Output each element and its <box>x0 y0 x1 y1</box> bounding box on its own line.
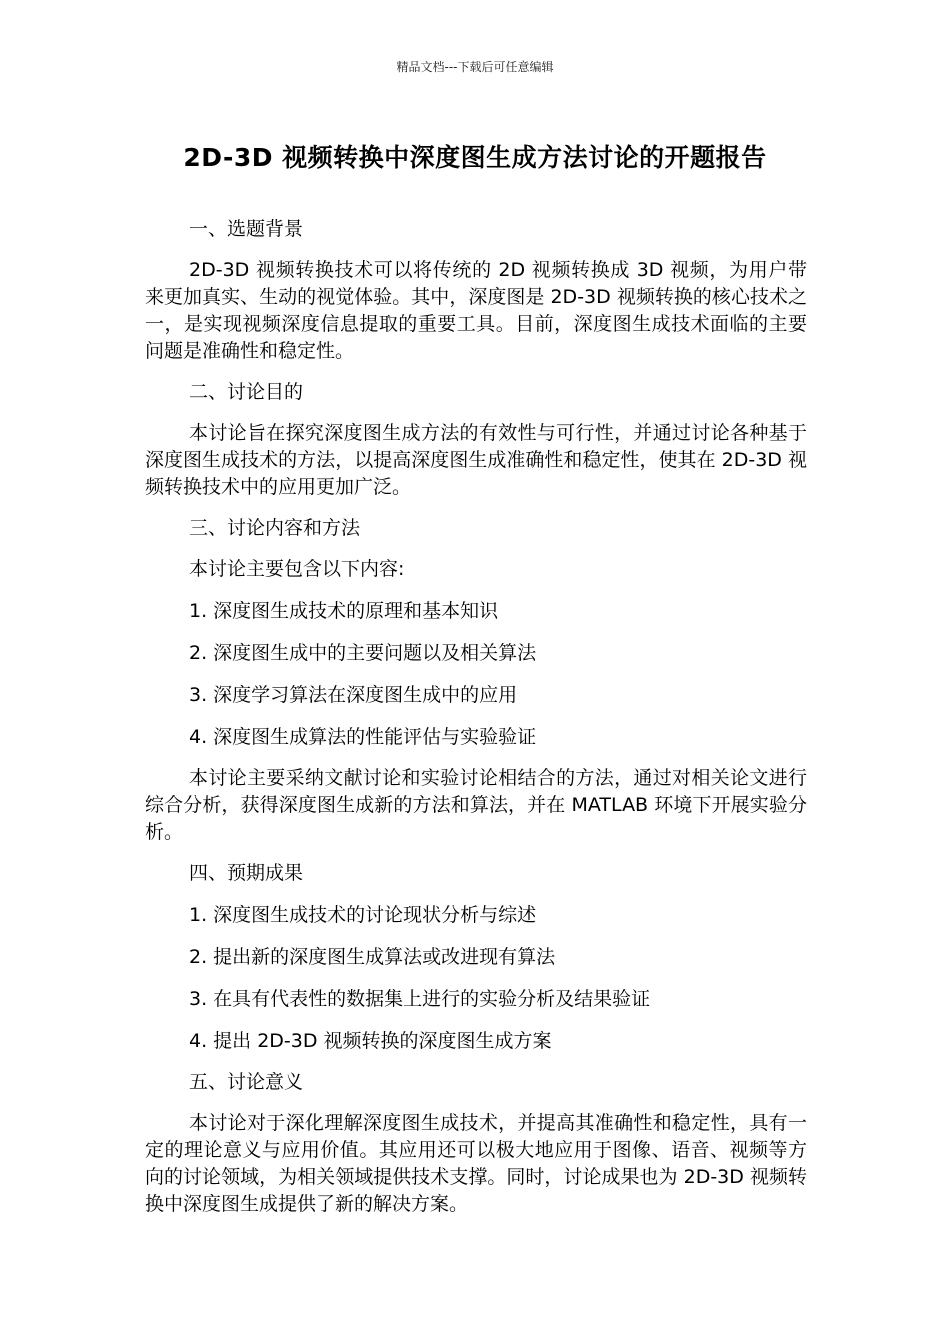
list-item: 3. 在具有代表性的数据集上进行的实验分析及结果验证 <box>189 988 651 1010</box>
section-heading-significance: 五、讨论意义 <box>189 1071 304 1093</box>
document-body <box>145 216 807 1218</box>
paragraph-significance: 本讨论对于深化理解深度图生成技术，并提高其准确性和稳定性，具有一定的理论意义与应用价值。其应用还可以极大地应用于图像、语音、视频等方向的讨论领域，为相关领域提供技术支撑。同时，讨论成果也为 2D-3D 视频转换中深度图生成提供了新的解决方案。 <box>145 1112 807 1215</box>
section-heading-purpose: 二、讨论目的 <box>189 381 304 403</box>
content-intro: 本讨论主要包含以下内容: <box>189 558 405 580</box>
list-item: 1. 深度图生成技术的原理和基本知识 <box>189 600 499 622</box>
paragraph-background: 2D-3D 视频转换技术可以将传统的 2D 视频转换成 3D 视频，为用户带来更加真实、生动的视觉体验。其中，深度图是 2D-3D 视频转换的核心技术之一，是实现视频深度信息提取的重要工具。目前，深度图生成技术面临的主要问题是准确性和稳定性。 <box>145 259 807 362</box>
paragraph-methods: 本讨论主要采纳文献讨论和实验讨论相结合的方法，通过对相关论文进行综合分析，获得深度图生成新的方法和算法，并在 MATLAB 环境下开展实验分析。 <box>145 767 807 843</box>
list-item: 4. 深度图生成算法的性能评估与实验验证 <box>189 726 537 748</box>
section-heading-background: 一、选题背景 <box>189 218 304 240</box>
list-item: 1. 深度图生成技术的讨论现状分析与综述 <box>189 904 537 926</box>
page-header-note: 精品文档---下载后可任意编辑 <box>396 60 554 74</box>
list-item: 3. 深度学习算法在深度图生成中的应用 <box>189 684 518 706</box>
list-item: 2. 提出新的深度图生成算法或改进现有算法 <box>189 946 556 968</box>
document-title: 2D-3D 视频转换中深度图生成方法讨论的开题报告 <box>183 143 767 172</box>
section-heading-expected-results: 四、预期成果 <box>189 862 304 884</box>
paragraph-purpose: 本讨论旨在探究深度图生成方法的有效性与可行性，并通过讨论各种基于深度图生成技术的方法，以提高深度图生成准确性和稳定性，使其在 2D-3D 视频转换技术中的应用更加广泛。 <box>145 422 807 498</box>
list-item: 2. 深度图生成中的主要问题以及相关算法 <box>189 642 537 664</box>
section-heading-content-methods: 三、讨论内容和方法 <box>189 517 361 539</box>
list-item: 4. 提出 2D-3D 视频转换的深度图生成方案 <box>189 1030 552 1052</box>
